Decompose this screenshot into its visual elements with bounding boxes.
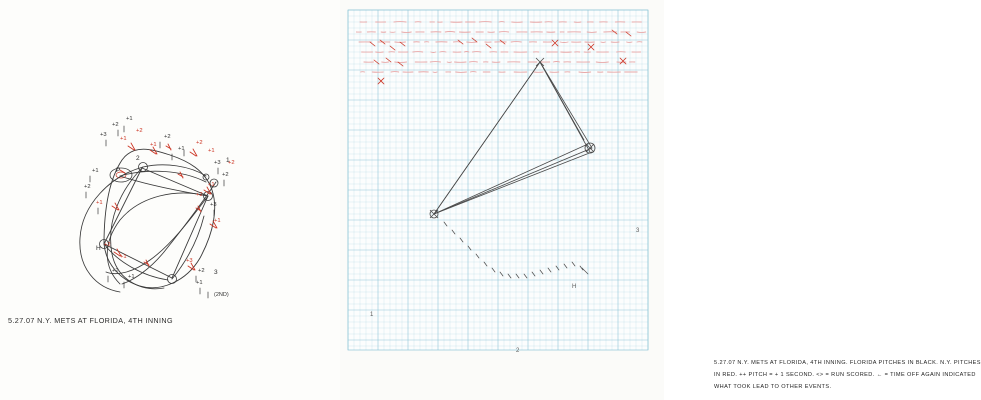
graph-paper-grid [348, 10, 648, 350]
right-caption-line-3: WHAT TOOK LEAD TO OTHER EVENTS. [714, 384, 832, 390]
red-scribble-stroke [560, 42, 568, 43]
red-scribble-stroke [464, 52, 469, 53]
right-label-2: 2 [516, 348, 520, 354]
pitch-annotation: +3 [214, 160, 221, 166]
red-scribble-stroke [431, 52, 436, 53]
left-sheet [0, 0, 340, 400]
pitch-annotation: +2 [196, 192, 203, 198]
right-sheet [340, 0, 981, 400]
right-label-h: H [572, 284, 577, 290]
pitch-annotation: (2ND) [214, 292, 229, 298]
pitch-annotation: +2 [164, 134, 171, 140]
left-caption: 5.27.07 N.Y. METS AT FLORIDA, 4TH INNING [8, 316, 173, 325]
red-scribble-stroke [579, 72, 591, 73]
label-home-plate: H [96, 245, 101, 252]
pitch-annotation: +2 [84, 184, 91, 190]
red-scribble-stroke [445, 32, 455, 33]
pitch-annotation: +2 [104, 242, 111, 248]
pitch-annotation: +2 [112, 122, 119, 128]
right-caption-line-1: 5.27.07 N.Y. METS AT FLORIDA, 4TH INNING. FLORIDA PITCHES IN BLACK. N.Y. PITCHES [714, 360, 981, 366]
trajectory-arcs [80, 165, 216, 292]
red-scribble-stroke [553, 62, 559, 63]
pitcher-mound [110, 168, 132, 182]
pitch-annotation: +1 [96, 200, 103, 206]
right-diagram-svg [340, 0, 664, 400]
left-page [0, 0, 340, 400]
pitch-annotation: +3 [100, 132, 107, 138]
pitch-annotation: +1 [178, 146, 185, 152]
field-letter-labels [96, 155, 230, 276]
right-page [340, 0, 981, 400]
label-first: 1 [226, 157, 230, 164]
pitch-annotation: +2 [196, 140, 203, 146]
pitch-annotation: +1 [120, 136, 127, 142]
pitch-annotation: +2 [198, 268, 205, 274]
pitch-annotation: +2 [112, 268, 119, 274]
right-label-3: 3 [636, 228, 640, 234]
pitch-annotation: +1 [92, 168, 99, 174]
pitch-annotation: +1 [150, 142, 157, 148]
right-label-1: 1 [370, 312, 374, 318]
pitch-annotation: +1 [126, 116, 133, 122]
label-second: 2 [136, 155, 140, 162]
pitch-annotation: +3 [210, 202, 217, 208]
pitch-annotation: +1 [196, 280, 203, 286]
base-markers [100, 163, 219, 284]
pitch-annotation: +2 [222, 172, 229, 178]
pitch-annotation: +1 [120, 254, 127, 260]
right-caption-line-2: IN RED. ++ PITCH = + 1 SECOND. <> = RUN SCORED. ← = TIME OFF AGAIN INDICATED [714, 372, 976, 378]
pitch-annotation: +1 [214, 218, 221, 224]
pitch-annotation: +3 [186, 258, 193, 264]
label-third: 3 [214, 269, 218, 276]
pitch-annotation: +1 [208, 148, 215, 154]
pitch-annotation: +1 [208, 182, 215, 188]
pitch-annotation: +2 [228, 160, 235, 166]
pitch-annotation: +1 [128, 274, 135, 280]
left-diagram-svg [0, 0, 340, 400]
pitch-annotation: +2 [136, 128, 143, 134]
label-pitcher: P [116, 167, 121, 174]
